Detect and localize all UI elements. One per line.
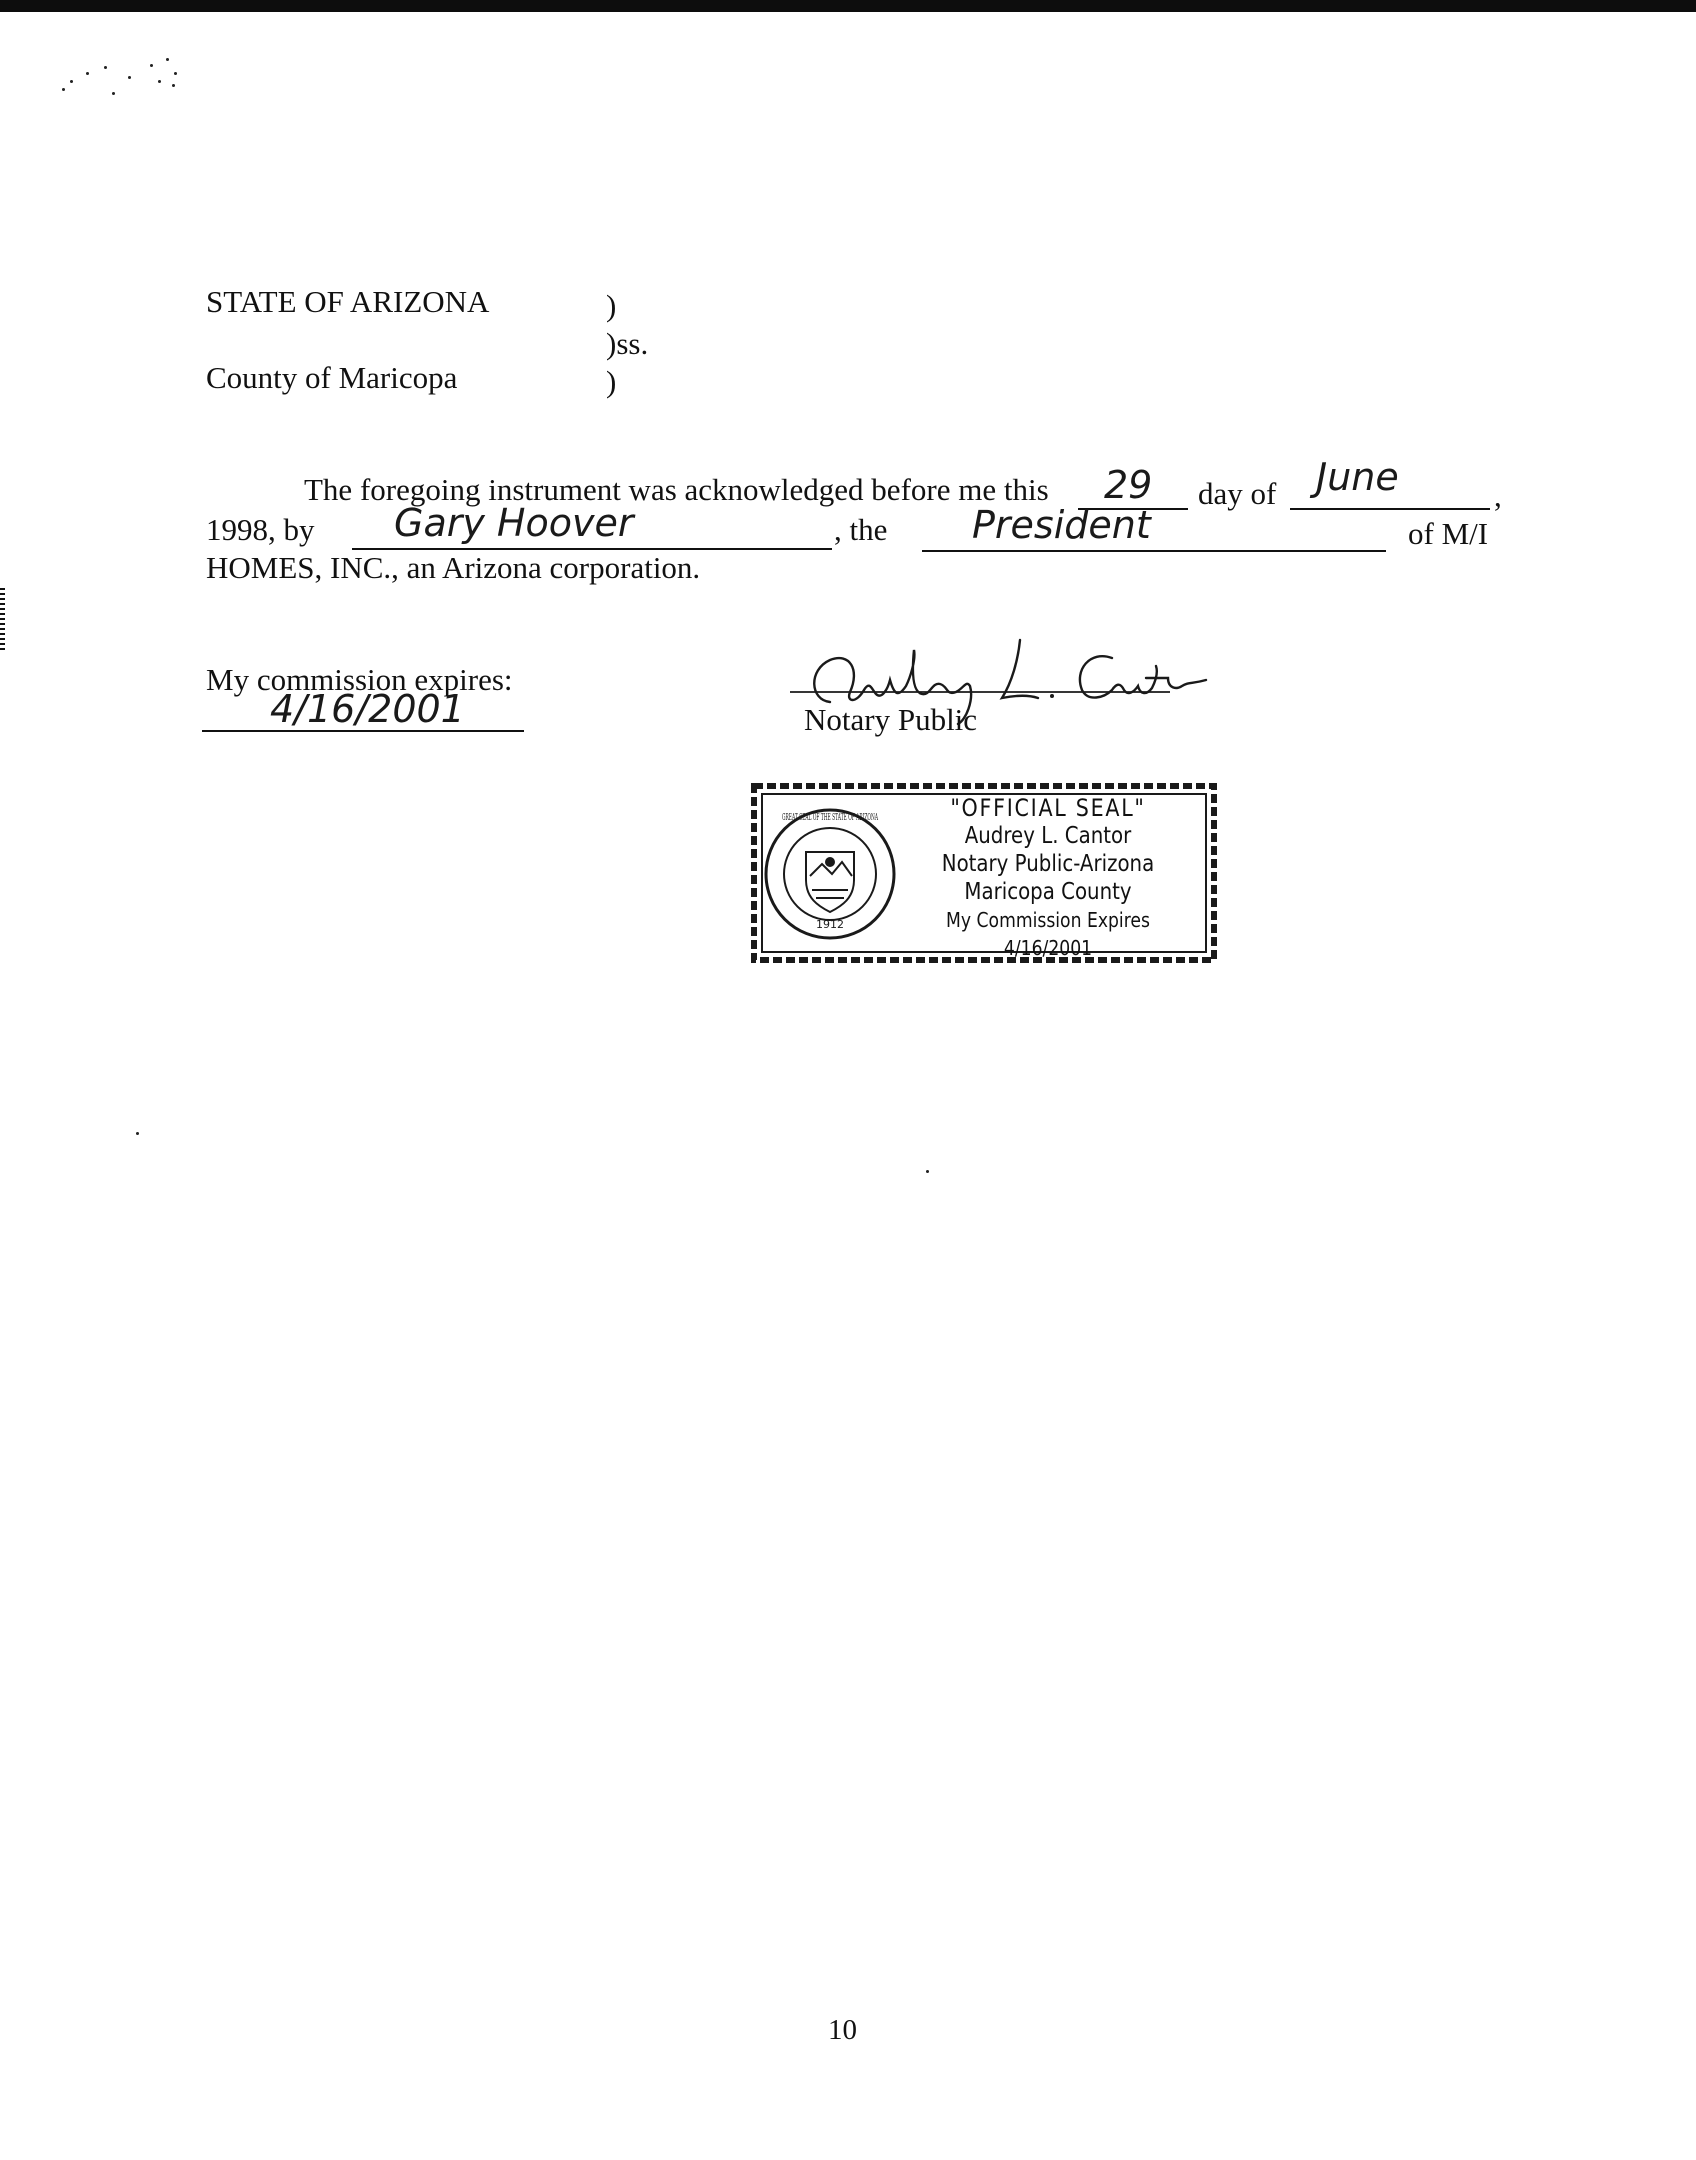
commission-expiry: 4/16/2001 — [270, 687, 465, 731]
venue-paren-bottom: ) — [606, 364, 617, 399]
ack-line1-middle: day of — [1198, 476, 1277, 511]
state-seal-emblem — [766, 810, 894, 938]
scan-top-border — [0, 0, 1696, 12]
seal-title: "OFFICIAL SEAL" — [950, 794, 1146, 822]
official-seal-stamp — [748, 780, 1220, 966]
seal-emblem-year: 1912 — [816, 918, 844, 931]
commission-label: My commission expires: — [206, 662, 513, 697]
day-value: 29 — [1104, 463, 1153, 507]
notary-label: Notary Public — [804, 702, 978, 737]
seal-notary-role: Notary Public-Arizona — [941, 851, 1155, 877]
ack-line2-the: , the — [834, 512, 888, 547]
venue-county: County of Maricopa — [206, 360, 458, 395]
venue-state: STATE OF ARIZONA — [206, 284, 490, 319]
ack-line1-suffix: , — [1494, 478, 1502, 513]
scan-edge-mark — [0, 588, 5, 652]
ack-line1-prefix: The foregoing instrument was acknowledged before me this — [304, 472, 1049, 507]
ack-line2-year: 1998, by — [206, 512, 315, 547]
seal-emblem-ring-text: GREAT SEAL OF THE STATE OF ARIZONA — [782, 813, 879, 823]
page-number: 10 — [828, 2014, 857, 2046]
seal-expires: My Commission Expires 4/16/2001 — [946, 908, 1150, 960]
venue-paren-top: ) — [606, 288, 617, 323]
signer-title: President — [972, 503, 1151, 547]
seal-county: Maricopa County — [964, 879, 1132, 905]
ack-line2-of: of M/I — [1408, 516, 1489, 551]
ack-line3: HOMES, INC., an Arizona corporation. — [206, 550, 701, 585]
month-value: June — [1316, 455, 1399, 499]
seal-notary-name: Audrey L. Cantor — [964, 823, 1132, 849]
venue-paren-ss: )ss. — [606, 326, 649, 361]
signer-name: Gary Hoover — [394, 501, 634, 545]
